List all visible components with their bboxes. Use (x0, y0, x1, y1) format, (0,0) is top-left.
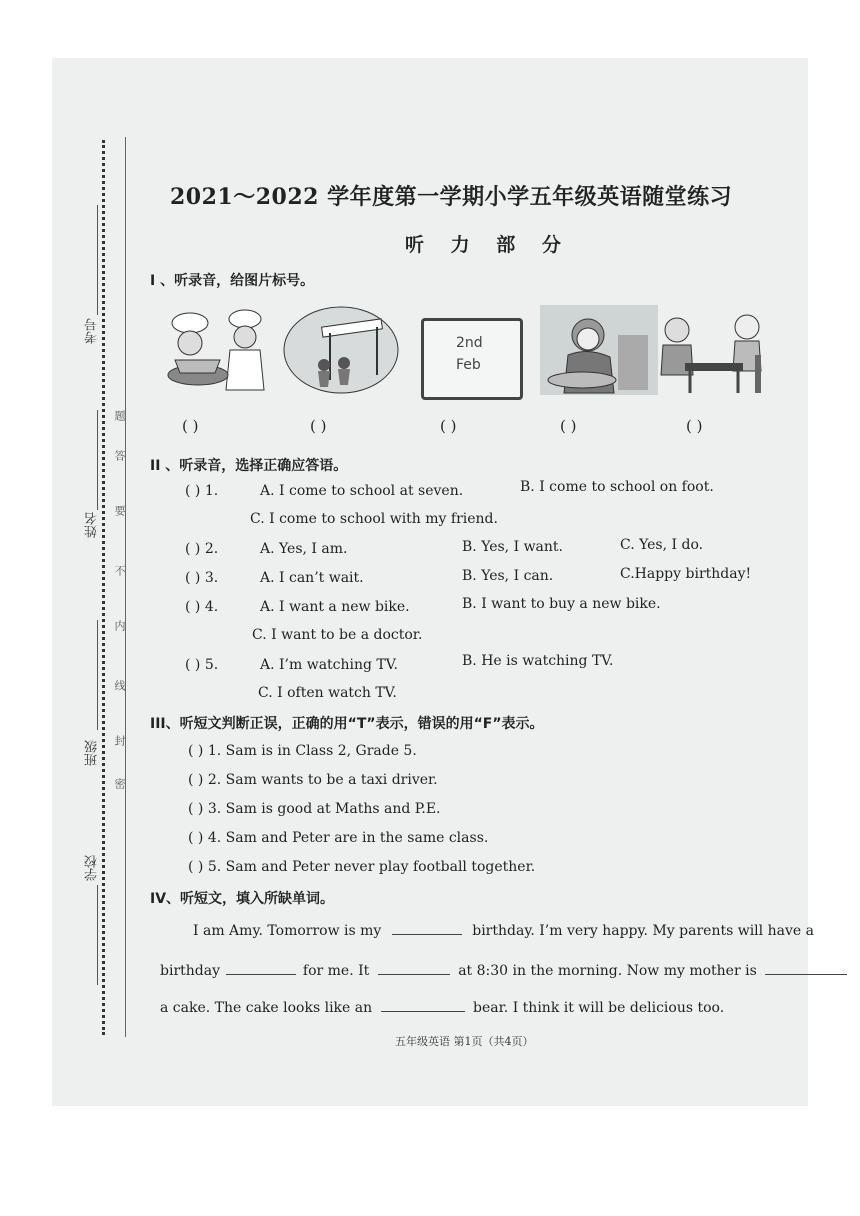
passage-text: for me. It (302, 963, 370, 979)
fill-blank-2[interactable] (226, 960, 296, 975)
section1-heading: I 、听录音，给图片标号。 (150, 273, 315, 289)
q2-1-option-c: C. I come to school with my friend. (250, 511, 498, 527)
q2-1-option-b: B. I come to school on foot. (520, 479, 714, 495)
passage-line-1 (193, 920, 814, 939)
note-line-1: 2nd (456, 335, 483, 351)
passage-line-2 (160, 960, 847, 979)
tf-statement[interactable]: ( ) 4. Sam and Peter are in the same class. (188, 830, 489, 846)
q2-4-option-b: B. I want to buy a new bike. (462, 596, 661, 612)
section2-heading: II 、听录音，选择正确应答语。 (150, 458, 348, 474)
passage-text: at 8:30 in the morning. Now my mother is (458, 963, 757, 979)
answer-paren[interactable]: ( ) (686, 417, 703, 435)
q2-5-option-b: B. He is watching TV. (462, 653, 614, 669)
fill-blank-5[interactable] (381, 997, 465, 1012)
q2-4-option-c: C. I want to be a doctor. (252, 627, 423, 643)
passage-text: birthday (160, 963, 220, 979)
passage-text: birthday. I’m very happy. My parents will have a (472, 923, 814, 939)
q2-3-option-c: C.Happy birthday! (620, 566, 752, 582)
q2-2-number[interactable]: ( ) 2. (185, 541, 219, 557)
section4-heading: IV、听短文，填入所缺单词。 (150, 891, 335, 907)
binding-line (125, 137, 126, 1037)
margin-label-exam-number: 考号 (85, 318, 100, 344)
answer-paren[interactable]: ( ) (560, 417, 577, 435)
margin-label-school: 学校 (85, 855, 100, 881)
fill-blank-1[interactable] (392, 920, 462, 935)
seal-note-char: 答 (113, 450, 126, 461)
seal-note-char: 封 (113, 735, 126, 746)
seal-note-char: 内 (113, 620, 126, 631)
page-footer: 五年级英语 第1页（共4页） (395, 1035, 534, 1048)
answer-paren[interactable]: ( ) (440, 417, 457, 435)
page-subtitle: 听 力 部 分 (405, 234, 571, 256)
exam-number-line (97, 205, 98, 315)
answer-paren[interactable]: ( ) (310, 417, 327, 435)
page-title: 2021～2022 学年度第一学期小学五年级英语随堂练习 (170, 184, 733, 210)
q2-4-option-a: A. I want a new bike. (260, 599, 410, 615)
seal-note-char: 密 (113, 778, 126, 789)
q2-2-option-c: C. Yes, I do. (620, 537, 704, 553)
q2-5-option-a: A. I’m watching TV. (260, 657, 398, 673)
tf-statement[interactable]: ( ) 3. Sam is good at Maths and P.E. (188, 801, 441, 817)
margin-label-class: 班级 (85, 740, 100, 766)
seal-note-char: 不 (113, 565, 126, 576)
playing-chess-icon (655, 305, 773, 395)
fill-blank-3[interactable] (378, 960, 450, 975)
seal-note-char: 线 (113, 680, 126, 691)
margin-label-name: 姓名 (85, 512, 100, 538)
seal-note-char: 要 (113, 505, 126, 516)
passage-text: bear. I think it will be delicious too. (473, 1000, 725, 1016)
class-line (97, 620, 98, 730)
note-line-2: Feb (456, 357, 481, 373)
tf-statement[interactable]: ( ) 1. Sam is in Class 2, Grade 5. (188, 743, 417, 759)
school-line (97, 885, 98, 985)
tf-statement[interactable]: ( ) 2. Sam wants to be a taxi driver. (188, 772, 438, 788)
answer-paren[interactable]: ( ) (182, 417, 199, 435)
children-school-gate-icon (282, 305, 400, 395)
woman-baking-icon (540, 305, 658, 395)
q2-2-option-b: B. Yes, I want. (462, 539, 563, 555)
tf-statement[interactable]: ( ) 5. Sam and Peter never play football together. (188, 859, 536, 875)
seal-note-char: 题 (113, 410, 126, 421)
q2-3-option-b: B. Yes, I can. (462, 568, 554, 584)
q2-4-number[interactable]: ( ) 4. (185, 599, 219, 615)
fill-blank-4[interactable] (765, 960, 847, 975)
q2-3-number[interactable]: ( ) 3. (185, 570, 219, 586)
q2-5-option-c: C. I often watch TV. (258, 685, 397, 701)
name-line (97, 410, 98, 510)
section3-heading: III、听短文判断正误，正确的用“T”表示，错误的用“F”表示。 (150, 716, 544, 732)
q2-5-number[interactable]: ( ) 5. (185, 657, 219, 673)
chefs-cooking-icon (160, 305, 278, 395)
q2-1-option-a: A. I come to school at seven. (260, 483, 464, 499)
date-note-icon (421, 318, 523, 400)
perforation-dots (102, 140, 105, 1035)
q2-2-option-a: A. Yes, I am. (260, 541, 348, 557)
passage-text: a cake. The cake looks like an (160, 1000, 373, 1016)
q2-1-number[interactable]: ( ) 1. (185, 483, 219, 499)
exam-paper (52, 58, 808, 1106)
q2-3-option-a: A. I can’t wait. (260, 570, 364, 586)
passage-line-3 (160, 997, 724, 1016)
passage-text: I am Amy. Tomorrow is my (193, 923, 382, 939)
